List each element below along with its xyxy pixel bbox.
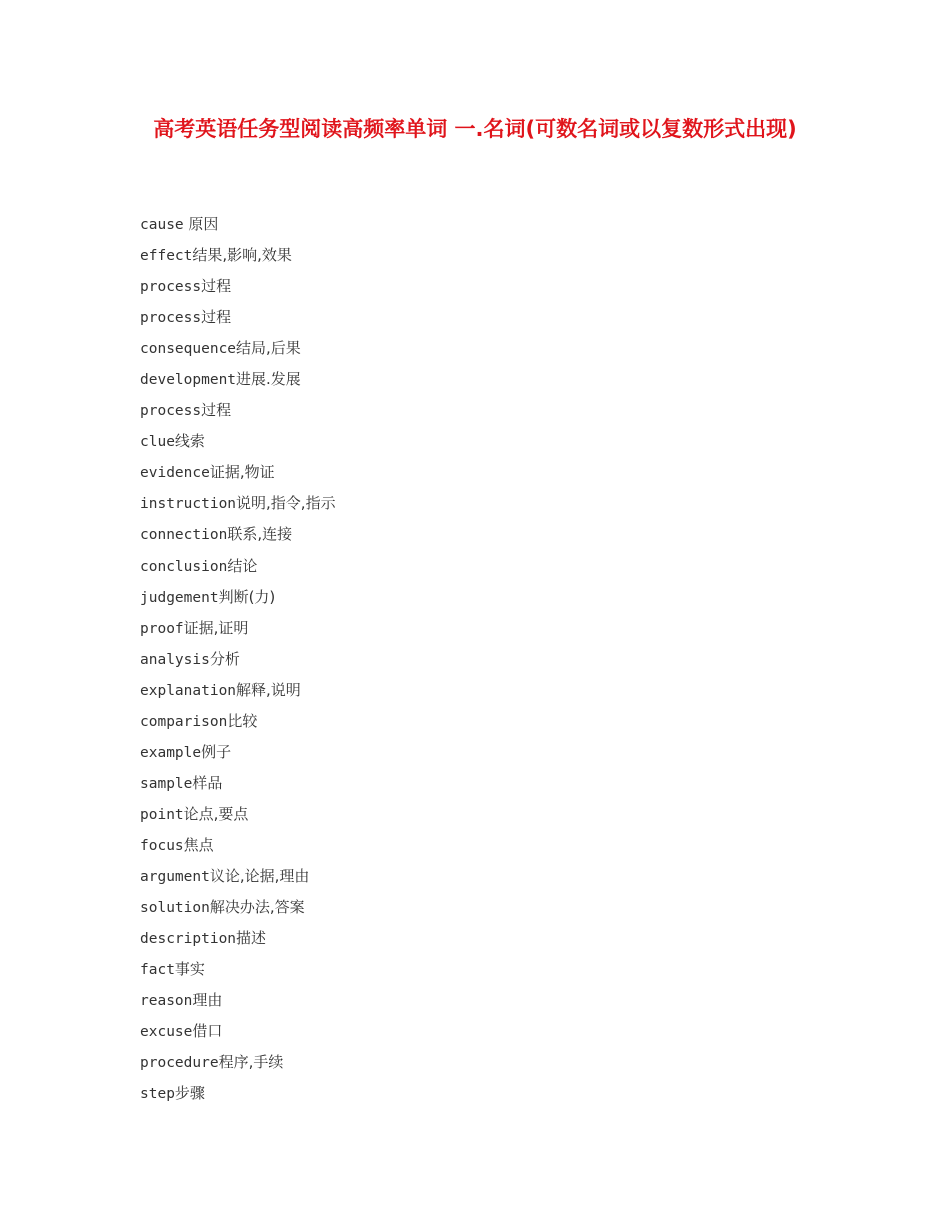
document-title: 高考英语任务型阅读高频率单词 一.名词(可数名词或以复数形式出现) (153, 117, 797, 141)
english-word: analysis (140, 651, 210, 668)
english-word: judgement (140, 589, 219, 606)
chinese-meaning: 联系,连接 (227, 525, 293, 544)
chinese-meaning: 描述 (236, 929, 267, 948)
chinese-meaning: 步骤 (174, 1084, 205, 1103)
chinese-meaning: 理由 (192, 991, 223, 1010)
vocabulary-item (140, 209, 336, 240)
english-word: excuse (140, 1024, 193, 1041)
vocabulary-list (140, 209, 336, 1109)
vocabulary-item (140, 271, 336, 302)
english-word: explanation (140, 682, 237, 699)
vocabulary-item (140, 830, 336, 861)
chinese-meaning: 结局,后果 (236, 339, 301, 358)
english-word: reason (140, 993, 193, 1010)
chinese-meaning: 过程 (201, 401, 232, 420)
chinese-meaning: 例子 (201, 742, 232, 761)
vocabulary-item (140, 954, 336, 985)
vocabulary-item (140, 675, 336, 706)
vocabulary-item (140, 457, 336, 488)
vocabulary-item (140, 488, 336, 519)
english-word: process (140, 279, 202, 296)
english-word: comparison (140, 713, 228, 730)
vocabulary-item (140, 768, 336, 799)
english-word: evidence (140, 465, 210, 482)
chinese-meaning: 借口 (192, 1022, 223, 1041)
chinese-meaning: 证据,物证 (209, 463, 275, 482)
chinese-meaning: 比较 (227, 711, 258, 730)
vocabulary-item (140, 923, 336, 954)
vocabulary-item (140, 706, 336, 737)
chinese-meaning: 进展.发展 (236, 370, 301, 389)
english-word: solution (140, 900, 210, 917)
vocabulary-item (140, 395, 336, 426)
vocabulary-item (140, 737, 336, 768)
english-word: step (140, 1086, 175, 1103)
chinese-meaning: 说明,指令,指示 (236, 494, 336, 513)
vocabulary-item (140, 861, 336, 892)
vocabulary-item (140, 1047, 336, 1078)
vocabulary-item (140, 985, 336, 1016)
chinese-meaning: 结论 (227, 556, 258, 575)
chinese-meaning: 判断(力) (218, 587, 276, 606)
chinese-meaning: 解释,说明 (236, 680, 301, 699)
vocabulary-item (140, 519, 336, 550)
chinese-meaning: 议论,论据,理由 (209, 866, 310, 885)
chinese-meaning: 过程 (201, 308, 232, 327)
vocabulary-item (140, 582, 336, 613)
english-word: process (140, 403, 202, 420)
english-word: fact (140, 962, 175, 979)
chinese-meaning: 解决办法,答案 (209, 898, 305, 917)
vocabulary-item (140, 551, 336, 582)
vocabulary-item (140, 644, 336, 675)
english-word: point (140, 806, 184, 823)
vocabulary-item (140, 364, 336, 395)
vocabulary-item (140, 799, 336, 830)
chinese-meaning: 线索 (174, 432, 205, 451)
vocabulary-item (140, 302, 336, 333)
vocabulary-item (140, 1016, 336, 1047)
chinese-meaning: 过程 (201, 277, 232, 296)
vocabulary-item (140, 240, 336, 271)
chinese-meaning: 焦点 (183, 835, 214, 854)
english-word: proof (140, 620, 184, 637)
vocabulary-item (140, 1078, 336, 1109)
chinese-meaning: 原因 (183, 215, 219, 233)
english-word: development (140, 372, 237, 389)
english-word: description (140, 931, 237, 948)
chinese-meaning: 程序,手续 (218, 1053, 284, 1072)
english-word: effect (140, 248, 193, 265)
english-word: argument (140, 868, 210, 885)
english-word: process (140, 310, 202, 327)
english-word: connection (140, 527, 228, 544)
vocabulary-item (140, 333, 336, 364)
english-word: clue (140, 434, 175, 451)
english-word: consequence (140, 341, 237, 358)
vocabulary-item (140, 892, 336, 923)
chinese-meaning: 事实 (174, 960, 205, 979)
vocabulary-item (140, 613, 336, 644)
english-word: example (140, 744, 202, 761)
chinese-meaning: 分析 (209, 649, 240, 668)
english-word: cause (140, 217, 184, 233)
chinese-meaning: 结果,影响,效果 (192, 246, 292, 265)
english-word: focus (140, 837, 184, 854)
english-word: instruction (140, 496, 237, 513)
english-word: conclusion (140, 558, 228, 575)
chinese-meaning: 样品 (192, 773, 223, 792)
chinese-meaning: 论点,要点 (183, 804, 249, 823)
vocabulary-item (140, 426, 336, 457)
english-word: sample (140, 775, 193, 792)
chinese-meaning: 证据,证明 (183, 618, 249, 637)
english-word: procedure (140, 1055, 219, 1072)
